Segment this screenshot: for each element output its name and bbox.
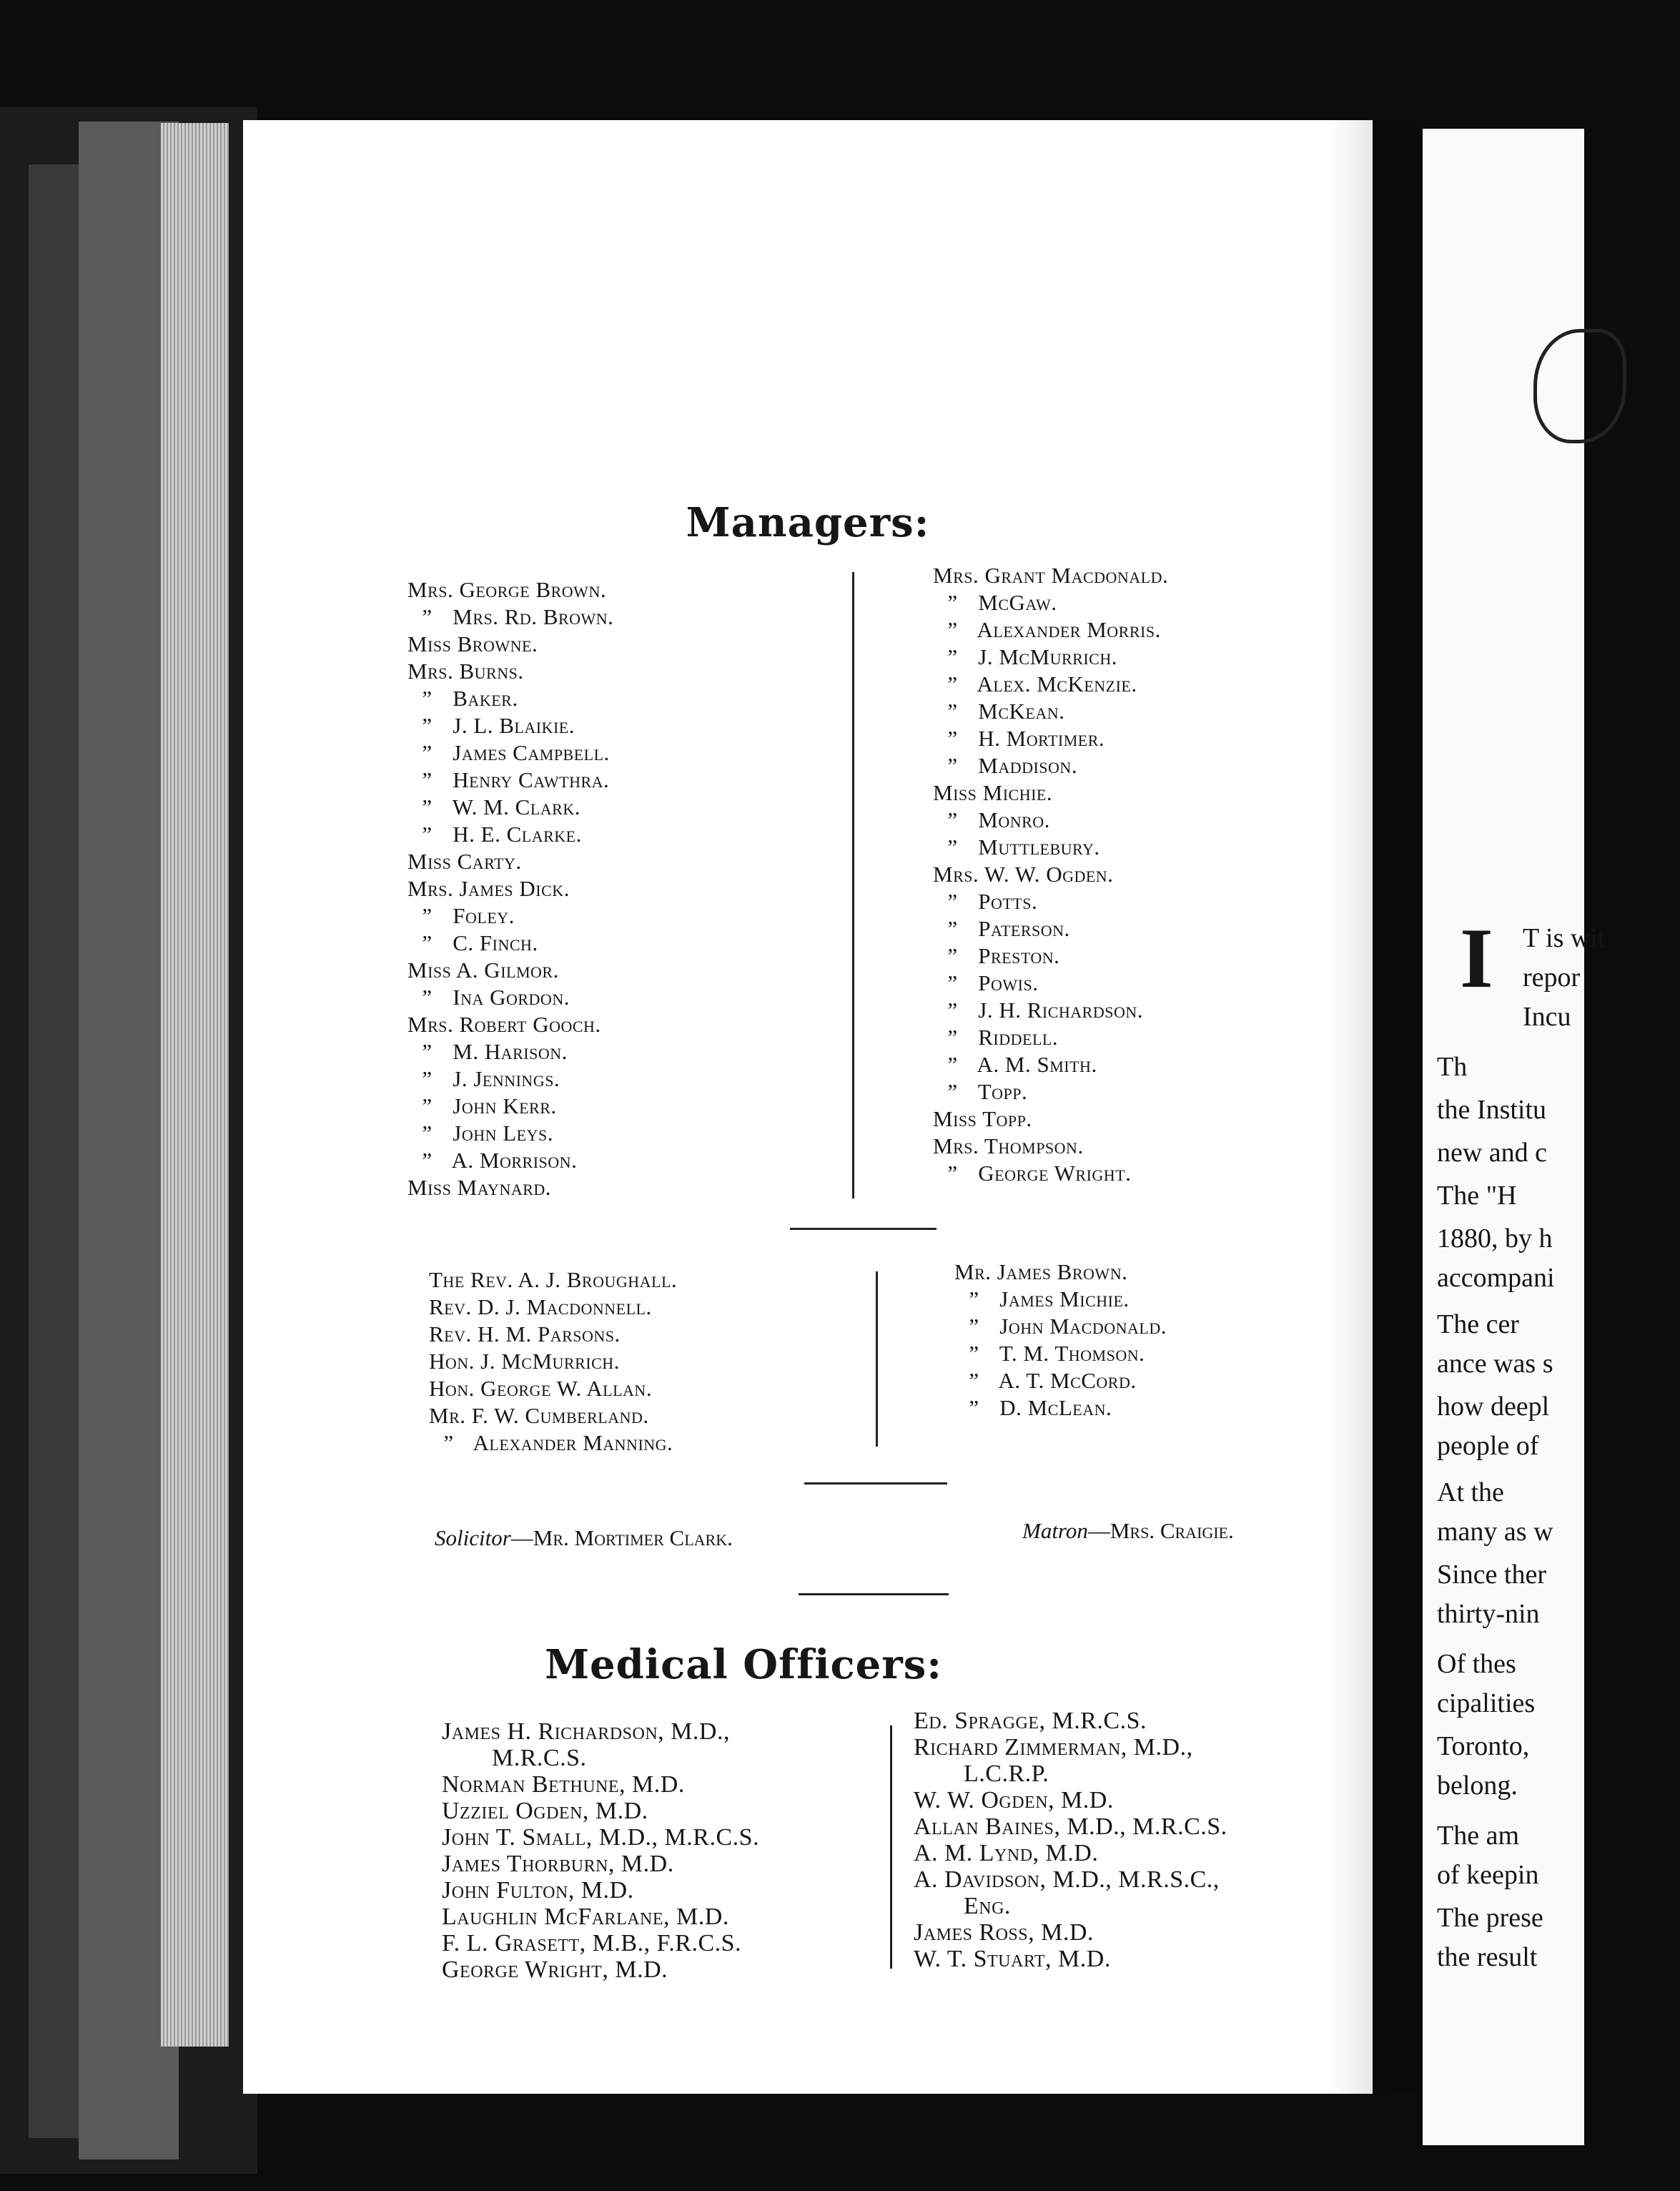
name-entry	[407, 1011, 613, 1038]
medical-officer-entry: L.C.R.P.	[964, 1761, 1049, 1787]
managers-right-column	[933, 562, 1168, 1187]
medical-officer-entry: James Thorburn, M.D.	[442, 1851, 674, 1877]
medical-officer-entry: W. W. Ogden, M.D.	[914, 1787, 1114, 1813]
person-name: Grant Macdonald.	[979, 563, 1169, 588]
page-edges	[161, 123, 229, 2047]
text-fragment: Of thes	[1437, 1649, 1516, 1679]
ditto-mark: ”	[443, 1430, 454, 1455]
column-divider	[876, 1271, 878, 1447]
person-name: Thompson.	[979, 1133, 1084, 1158]
ditto-mark: ”	[947, 1079, 958, 1104]
name-entry	[954, 1340, 1167, 1367]
name-entry	[933, 779, 1168, 807]
text-fragment: Th	[1437, 1052, 1468, 1082]
name-entry	[933, 562, 1168, 589]
name-entry	[954, 1259, 1167, 1286]
person-name: Carty.	[451, 849, 522, 874]
name-entry	[407, 1174, 613, 1201]
ditto-mark: ”	[947, 889, 958, 914]
title-prefix: Hon.	[429, 1376, 475, 1401]
person-name: Maddison.	[972, 753, 1078, 778]
ditto-mark: ”	[422, 822, 433, 847]
title-prefix: Miss	[933, 1106, 977, 1131]
managers-heading: Managers:	[686, 499, 930, 546]
text-fragment: thirty-nin	[1437, 1599, 1540, 1629]
ornament-icon	[1533, 329, 1626, 443]
text-fragment: The "H	[1437, 1181, 1517, 1211]
ditto-mark: ”	[947, 970, 958, 995]
person-name: A. M. Smith.	[972, 1052, 1097, 1077]
gentlemen-left-column	[429, 1266, 677, 1457]
text-fragment: accompani	[1437, 1263, 1555, 1293]
name-entry	[429, 1294, 677, 1321]
text-fragment: At the	[1437, 1477, 1504, 1507]
ditto-mark: ”	[947, 834, 958, 860]
person-name: Baker.	[447, 686, 518, 711]
person-name: Muttlebury.	[972, 834, 1100, 860]
name-entry	[933, 589, 1168, 616]
name-entry	[407, 1093, 613, 1120]
ditto-mark: ”	[947, 1025, 958, 1050]
medical-left-column	[442, 1718, 759, 1983]
column-divider	[890, 1725, 892, 1969]
text-fragment: the result	[1437, 1942, 1538, 1972]
name-entry	[933, 725, 1168, 752]
person-name: Preston.	[972, 943, 1060, 968]
title-prefix: Mr.	[954, 1259, 992, 1284]
ditto-mark: ”	[969, 1395, 979, 1420]
managers-left-column	[407, 576, 613, 1201]
ditto-mark: ”	[422, 1148, 433, 1173]
name-entry	[407, 712, 613, 739]
name-entry	[429, 1348, 677, 1375]
medical-officer-entry: George Wright, M.D.	[442, 1956, 668, 1983]
ditto-mark: ”	[947, 943, 958, 968]
page-gutter-shadow	[1330, 120, 1415, 2094]
ditto-mark: ”	[947, 590, 958, 615]
person-name: J. L. Blaikie.	[447, 713, 575, 738]
title-prefix: Mrs.	[407, 577, 454, 602]
matron-entry	[1022, 1518, 1234, 1544]
person-name: J. H. Richardson.	[972, 998, 1143, 1023]
ditto-mark: ”	[947, 753, 958, 778]
medical-officer-entry: Ed. Spragge, M.R.C.S.	[914, 1708, 1147, 1734]
person-name: Ina Gordon.	[447, 985, 570, 1010]
document-page	[243, 120, 1373, 2094]
medical-officer-entry: W. T. Stuart, M.D.	[914, 1946, 1111, 1972]
name-entry	[933, 834, 1168, 861]
title-prefix: Mr.	[429, 1403, 466, 1428]
name-entry	[933, 807, 1168, 834]
section-rule	[804, 1482, 947, 1485]
name-entry	[429, 1375, 677, 1402]
text-fragment: Toronto,	[1437, 1731, 1530, 1761]
person-name: D. McLean.	[994, 1395, 1112, 1420]
ditto-mark: ”	[422, 686, 433, 711]
person-name: Riddell.	[972, 1025, 1059, 1050]
name-entry	[933, 671, 1168, 698]
name-entry	[407, 1038, 613, 1065]
person-name: D. J. Macdonnell.	[471, 1294, 652, 1319]
name-entry	[933, 915, 1168, 942]
title-prefix: Hon.	[429, 1349, 475, 1374]
person-name: Mrs. Rd. Brown.	[447, 604, 614, 629]
name-entry	[407, 767, 613, 794]
solicitor-name: —Mr. Mortimer Clark.	[510, 1525, 733, 1550]
person-name: Michie.	[977, 780, 1053, 805]
title-prefix: The	[429, 1267, 465, 1292]
person-name: J. Jennings.	[447, 1066, 560, 1091]
ditto-mark: ”	[947, 617, 958, 642]
person-name: Alexander Morris.	[972, 617, 1161, 642]
person-name: Robert Gooch.	[453, 1012, 601, 1037]
matron-name: —Mrs. Craigie.	[1087, 1518, 1234, 1543]
ditto-mark: ”	[969, 1286, 979, 1311]
name-entry	[933, 1078, 1168, 1106]
medical-officer-entry: M.R.C.S.	[492, 1745, 587, 1771]
matron-label: Matron	[1022, 1518, 1088, 1543]
person-name: Foley.	[447, 903, 515, 928]
text-fragment: of keepin	[1437, 1860, 1539, 1890]
person-name: James Campbell.	[447, 740, 610, 765]
name-entry	[933, 942, 1168, 970]
person-name: C. Finch.	[447, 930, 538, 955]
title-prefix: Miss	[407, 631, 452, 656]
person-name: John Macdonald.	[994, 1314, 1167, 1339]
person-name: Rev. A. J. Broughall.	[464, 1267, 678, 1292]
title-prefix: Rev.	[429, 1294, 472, 1319]
name-entry	[407, 739, 613, 767]
ditto-mark: ”	[422, 604, 433, 629]
ditto-mark: ”	[422, 713, 433, 738]
person-name: H. E. Clarke.	[447, 822, 582, 847]
title-prefix: Mrs.	[933, 563, 979, 588]
name-entry	[429, 1402, 677, 1429]
person-name: H. Mortimer.	[972, 726, 1105, 751]
person-name: Alexander Manning.	[468, 1430, 673, 1455]
title-prefix: Mrs.	[933, 862, 979, 887]
ditto-mark: ”	[947, 916, 958, 941]
ditto-mark: ”	[422, 794, 433, 819]
ditto-mark: ”	[969, 1368, 979, 1393]
name-entry	[407, 848, 613, 875]
title-prefix: Miss	[407, 1175, 452, 1200]
name-entry	[407, 1147, 613, 1174]
medical-officer-entry: A. M. Lynd, M.D.	[914, 1840, 1099, 1866]
name-entry	[933, 1051, 1168, 1078]
medical-officer-entry: Allan Baines, M.D., M.R.C.S.	[914, 1813, 1227, 1840]
person-name: Alex. McKenzie.	[972, 671, 1137, 696]
person-name: Burns.	[453, 659, 524, 684]
name-entry	[933, 997, 1168, 1024]
title-prefix: Mrs.	[407, 876, 454, 901]
name-entry	[933, 1106, 1168, 1133]
medical-officer-entry: Uzziel Ogden, M.D.	[442, 1798, 648, 1824]
text-fragment: T is wit	[1523, 923, 1606, 953]
person-name: Potts.	[972, 889, 1038, 914]
name-entry	[933, 752, 1168, 779]
name-entry	[407, 794, 613, 821]
ditto-mark: ”	[969, 1314, 979, 1339]
name-entry	[407, 576, 613, 604]
name-entry	[933, 616, 1168, 644]
person-name: John Kerr.	[447, 1093, 557, 1118]
adjacent-page	[1423, 129, 1606, 2145]
ditto-mark: ”	[422, 1066, 433, 1091]
person-name: George Brown.	[453, 577, 607, 602]
text-fragment: how deepl	[1437, 1392, 1550, 1422]
drop-cap: I	[1460, 910, 1493, 1005]
text-fragment: cipalities	[1437, 1688, 1536, 1718]
name-entry	[407, 685, 613, 712]
ditto-mark: ”	[422, 767, 433, 792]
ditto-mark: ”	[947, 807, 958, 832]
ditto-mark: ”	[422, 740, 433, 765]
solicitor-entry	[435, 1525, 733, 1551]
person-name: F. W. Cumberland.	[465, 1403, 649, 1428]
person-name: James Dick.	[453, 876, 570, 901]
medical-officer-entry: James Ross, M.D.	[914, 1919, 1094, 1946]
person-name: James Brown.	[991, 1259, 1128, 1284]
title-prefix: Rev.	[429, 1321, 472, 1346]
name-entry	[429, 1429, 677, 1457]
name-entry	[429, 1321, 677, 1348]
name-entry	[429, 1266, 677, 1294]
name-entry	[954, 1394, 1167, 1422]
text-fragment: ance was s	[1437, 1349, 1553, 1379]
text-fragment: the Institu	[1437, 1095, 1547, 1125]
medical-right-column	[914, 1708, 1227, 1972]
name-entry	[954, 1367, 1167, 1394]
name-entry	[933, 1160, 1168, 1187]
ditto-mark: ”	[947, 699, 958, 724]
person-name: J. McMurrich.	[972, 644, 1117, 669]
gentlemen-right-column	[954, 1259, 1167, 1422]
text-fragment: Since ther	[1437, 1560, 1547, 1590]
name-entry	[933, 888, 1168, 915]
person-name: George Wright.	[972, 1161, 1132, 1186]
ditto-mark: ”	[947, 644, 958, 669]
person-name: Paterson.	[972, 916, 1070, 941]
title-prefix: Mrs.	[407, 1012, 454, 1037]
title-prefix: Mrs.	[933, 1133, 979, 1158]
column-divider	[852, 572, 854, 1198]
medical-officer-entry: F. L. Grasett, M.B., F.R.C.S.	[442, 1930, 742, 1956]
person-name: W. W. Ogden.	[979, 862, 1114, 887]
ditto-mark: ”	[947, 998, 958, 1023]
medical-officers-heading: Medical Officers:	[545, 1641, 942, 1688]
name-entry	[407, 1065, 613, 1093]
name-entry	[407, 930, 613, 957]
person-name: James Michie.	[994, 1286, 1130, 1311]
person-name: Henry Cawthra.	[447, 767, 610, 792]
medical-officer-entry: Eng.	[964, 1893, 1011, 1919]
person-name: M. Harison.	[447, 1039, 568, 1064]
person-name: Browne.	[451, 631, 538, 656]
ditto-mark: ”	[947, 1052, 958, 1077]
title-prefix: Mrs.	[407, 659, 454, 684]
person-name: J. McMurrich.	[474, 1349, 620, 1374]
person-name: George W. Allan.	[474, 1376, 653, 1401]
name-entry	[933, 698, 1168, 725]
ditto-mark: ”	[947, 671, 958, 696]
name-entry	[407, 631, 613, 658]
medical-officer-entry: Richard Zimmerman, M.D.,	[914, 1734, 1193, 1761]
ditto-mark: ”	[947, 1161, 958, 1186]
name-entry	[954, 1286, 1167, 1313]
text-fragment: The am	[1437, 1821, 1520, 1851]
section-rule	[790, 1228, 937, 1230]
name-entry	[933, 970, 1168, 997]
ditto-mark: ”	[969, 1341, 979, 1366]
ditto-mark: ”	[422, 1121, 433, 1146]
person-name: W. M. Clark.	[447, 794, 580, 819]
person-name: Powis.	[972, 970, 1039, 995]
text-fragment: repor	[1523, 962, 1581, 993]
person-name: T. M. Thomson.	[994, 1341, 1145, 1366]
name-entry	[933, 1133, 1168, 1160]
name-entry	[933, 861, 1168, 888]
text-fragment: 1880, by h	[1437, 1223, 1553, 1254]
ditto-mark: ”	[422, 1093, 433, 1118]
person-name: John Leys.	[447, 1121, 553, 1146]
ditto-mark: ”	[422, 930, 433, 955]
ditto-mark: ”	[947, 726, 958, 751]
person-name: Topp.	[972, 1079, 1028, 1104]
name-entry	[933, 644, 1168, 671]
person-name: H. M. Parsons.	[471, 1321, 621, 1346]
person-name: Monro.	[972, 807, 1050, 832]
name-entry	[407, 604, 613, 631]
solicitor-label: Solicitor	[435, 1525, 511, 1550]
ditto-mark: ”	[422, 903, 433, 928]
name-entry	[407, 902, 613, 930]
text-fragment: belong.	[1437, 1771, 1518, 1801]
name-entry	[407, 984, 613, 1011]
section-rule	[799, 1593, 949, 1595]
name-entry	[407, 875, 613, 902]
person-name: A. Gilmor.	[451, 957, 559, 983]
ditto-mark: ”	[422, 985, 433, 1010]
title-prefix: Miss	[407, 849, 452, 874]
text-fragment: many as w	[1437, 1517, 1553, 1547]
person-name: A. Morrison.	[447, 1148, 578, 1173]
text-fragment: The prese	[1437, 1903, 1543, 1933]
name-entry	[407, 821, 613, 848]
medical-officer-entry: A. Davidson, M.D., M.R.S.C.,	[914, 1866, 1220, 1893]
person-name: Topp.	[977, 1106, 1032, 1131]
name-entry	[954, 1313, 1167, 1340]
name-entry	[407, 1120, 613, 1147]
medical-officer-entry: Norman Bethune, M.D.	[442, 1771, 685, 1798]
text-fragment: people of	[1437, 1431, 1539, 1461]
book-cover-edge	[29, 164, 86, 2138]
text-fragment: Incu	[1523, 1002, 1571, 1032]
person-name: Maynard.	[451, 1175, 552, 1200]
title-prefix: Miss	[933, 780, 977, 805]
text-fragment: The cer	[1437, 1309, 1519, 1339]
text-fragment: new and c	[1437, 1138, 1548, 1168]
ditto-mark: ”	[422, 1039, 433, 1064]
medical-officer-entry: James H. Richardson, M.D.,	[442, 1718, 730, 1745]
person-name: A. T. McCord.	[994, 1368, 1137, 1393]
person-name: McGaw.	[972, 590, 1057, 615]
name-entry	[407, 957, 613, 984]
person-name: McKean.	[972, 699, 1065, 724]
medical-officer-entry: Laughlin McFarlane, M.D.	[442, 1904, 729, 1930]
name-entry	[933, 1024, 1168, 1051]
name-entry	[407, 658, 613, 685]
title-prefix: Miss	[407, 957, 452, 983]
medical-officer-entry: John Fulton, M.D.	[442, 1877, 634, 1904]
medical-officer-entry: John T. Small, M.D., M.R.C.S.	[442, 1824, 760, 1851]
